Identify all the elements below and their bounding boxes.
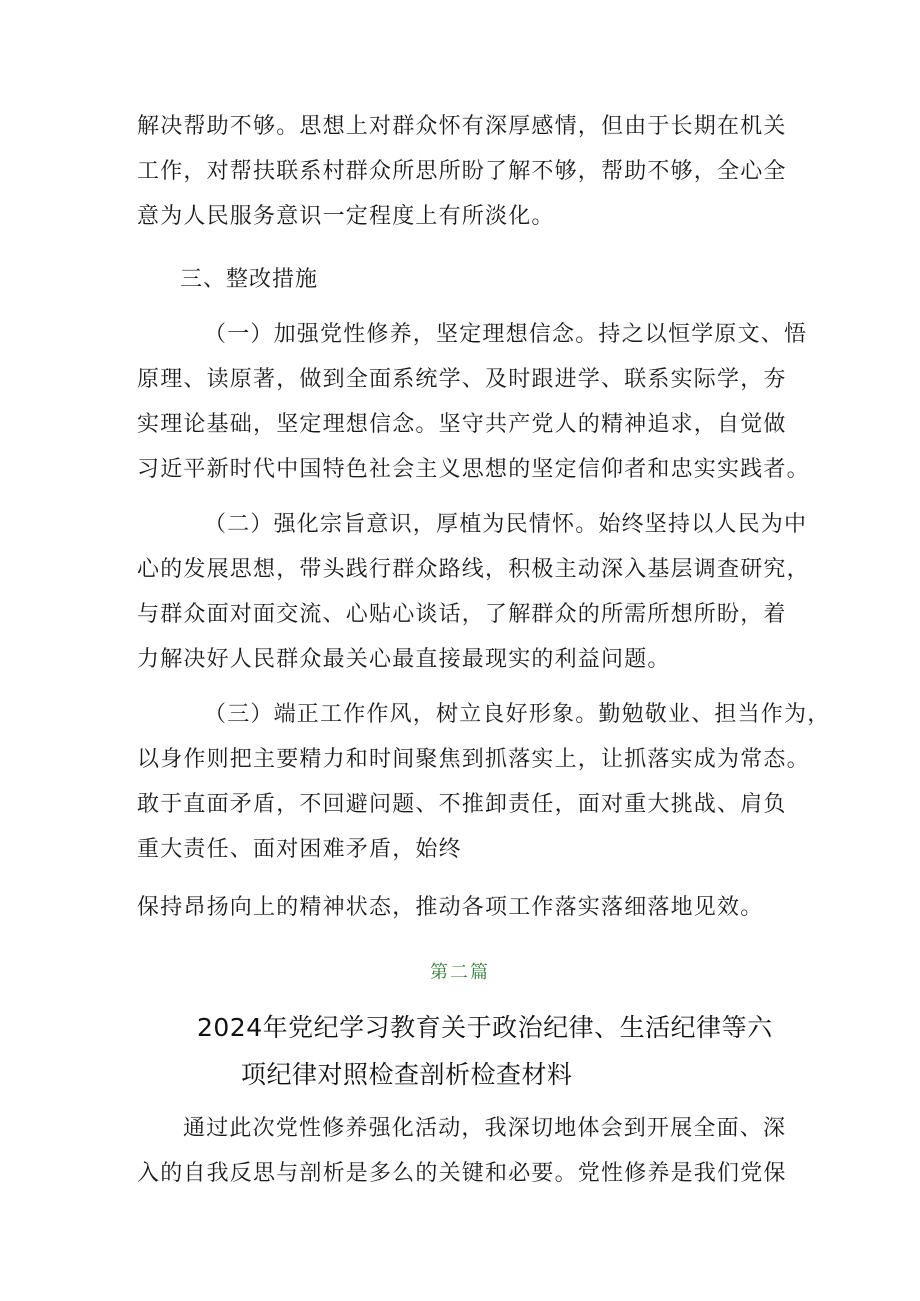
measure-1-line-1: （一）加强党性修养，坚定理想信念。持之以恒学原文、悟 xyxy=(204,322,808,347)
measure-1-line-2: 原理、读原著，做到全面系统学、及时跟进学、联系实际学，夯 xyxy=(137,367,787,392)
intro-line-1: 通过此次党性修养强化活动，我深切地体会到开展全面、深 xyxy=(183,1116,787,1141)
measure-2-line-3: 与群众面对面交流、心贴心谈话，了解群众的所需所想所盼，着 xyxy=(137,602,787,627)
measure-2-line-1: （二）强化宗旨意识，厚植为民情怀。始终坚持以人民为中 xyxy=(204,512,808,537)
measure-3-line-2: 以身作则把主要精力和时间聚焦到抓落实上，让抓落实成为常态。 xyxy=(137,747,810,772)
measure-2-line-2: 心的发展思想，带头践行群众路线，积极主动深入基层调查研究， xyxy=(137,557,810,582)
measure-1-line-4: 习近平新时代中国特色社会主义思想的坚定信仰者和忠实实践者。 xyxy=(137,457,810,482)
prev-paragraph-line-1: 解决帮助不够。思想上对群众怀有深厚感情，但由于长期在机关 xyxy=(137,114,787,139)
measure-3-line-3: 敢于直面矛盾，不回避问题、不推卸责任，面对重大挑战、肩负 xyxy=(137,792,787,817)
section-heading-rectification: 三、整改措施 xyxy=(180,267,319,292)
part-label: 第二篇 xyxy=(430,962,490,983)
prev-paragraph-line-2: 工作，对帮扶联系村群众所思所盼了解不够，帮助不够，全心全 xyxy=(137,159,787,184)
intro-line-2: 入的自我反思与剖析是多么的关键和必要。党性修养是我们党保 xyxy=(137,1161,787,1186)
measure-3-line-1: （三）端正工作作风，树立良好形象。勤勉敬业、担当作为， xyxy=(204,702,831,727)
measure-3-line-4: 重大责任、面对困难矛盾，始终 xyxy=(137,837,462,862)
measure-2-line-4: 力解决好人民群众最关心最直接最现实的利益问题。 xyxy=(137,647,671,672)
prev-paragraph-line-3: 意为人民服务意识一定程度上有所淡化。 xyxy=(137,204,555,229)
measure-1-line-3: 实理论基础，坚定理想信念。坚守共产党人的精神追求，自觉做 xyxy=(137,412,787,437)
measure-3-line-5: 保持昂扬向上的精神状态，推动各项工作落实落细落地见效。 xyxy=(137,895,764,920)
document-title-line-1: 2024年党纪学习教育关于政治纪律、生活纪律等六 xyxy=(197,1013,773,1042)
document-title-line-2: 项纪律对照检查剖析检查材料 xyxy=(241,1060,573,1089)
